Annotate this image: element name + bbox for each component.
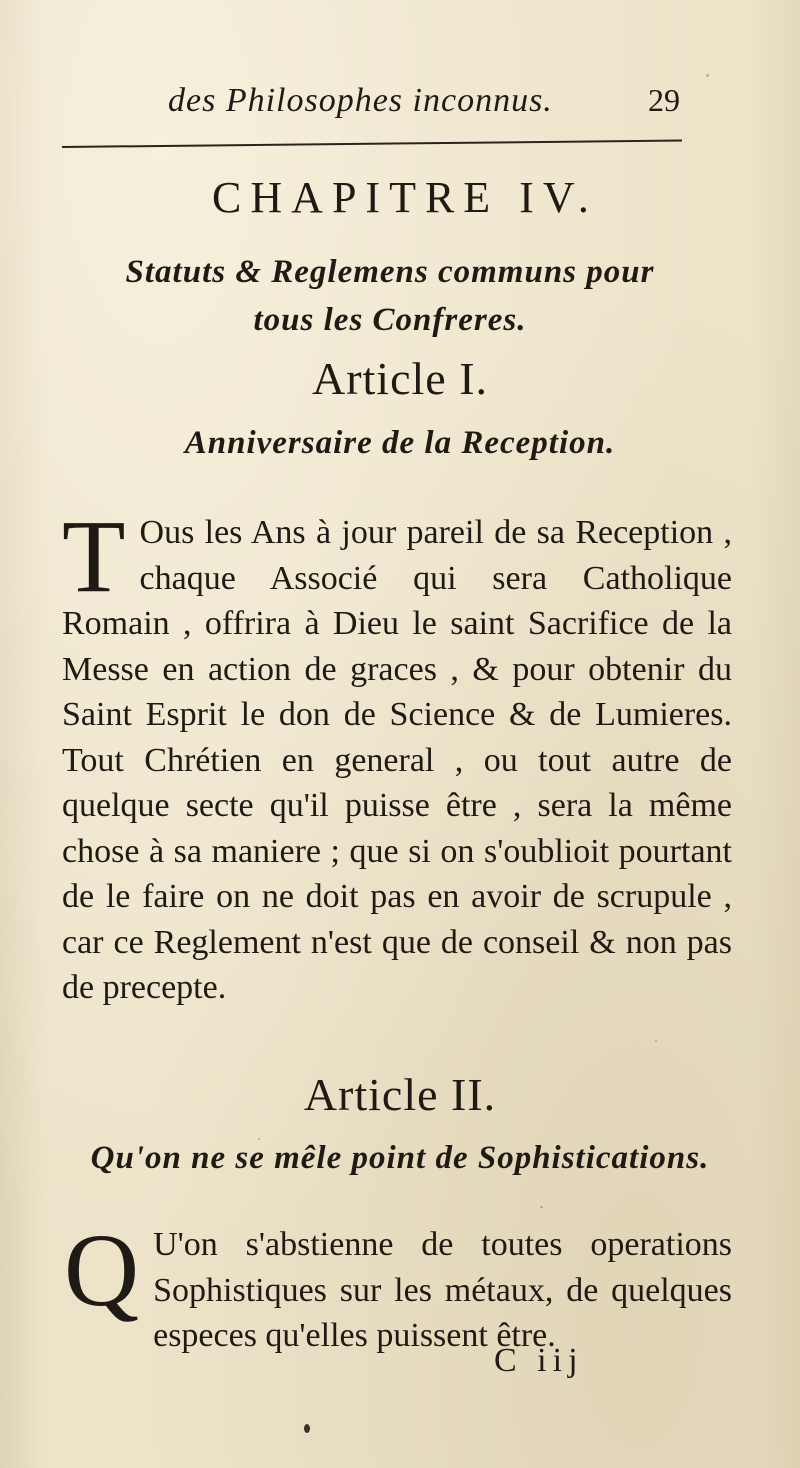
- chapter-subtitle: [60, 248, 720, 344]
- header-rule: [62, 140, 682, 148]
- ink-dot: [304, 1424, 310, 1433]
- article-1-body: [62, 499, 732, 1011]
- page-number: 29: [648, 82, 680, 118]
- article-2-paragraph: [62, 1213, 732, 1359]
- drop-cap-t: T: [62, 499, 126, 614]
- chapter-subtitle-line-1: Statuts & Reglemens communs pour: [125, 254, 655, 290]
- drop-cap-q: Q: [64, 1213, 140, 1328]
- chapter-heading: CHAPITRE IV.: [212, 173, 598, 222]
- running-head: [0, 82, 800, 132]
- chapter-subtitle-line-2: tous les Confreres.: [253, 302, 527, 338]
- signature-mark: C iij: [494, 1342, 584, 1379]
- article-2-body: [62, 1213, 732, 1359]
- paper-speck: [258, 1138, 260, 1140]
- paper-speck: [655, 1040, 657, 1042]
- article-2-title: Article II.: [303, 1069, 497, 1120]
- paper-speck: [706, 74, 709, 77]
- article-1-subtitle: Anniversaire de la Reception.: [184, 425, 616, 461]
- article-1-text: Ous les Ans à jour pareil de sa Reception , chaque Associé qui sera Catholique Romain , offrira à Dieu le saint Sacrifice de la Messe en action de graces , & pour obtenir du Saint Esprit le don de Science & de Lumieres. Tout Chrétien en general , ou tout autre de quelque secte qu'il puisse être , sera la même chose à sa maniere ; que si on s'oublioit pourtant de le faire on ne doit pas en avoir de scrupule , car ce Reglement n'est que de conseil & non pas de precepte.: [62, 514, 732, 1006]
- running-title: des Philosophes inconnus.: [168, 82, 553, 119]
- paper-speck: [540, 1206, 543, 1208]
- article-1-title: Article I.: [311, 353, 489, 404]
- article-1-paragraph: [62, 499, 732, 1011]
- article-2-text: U'on s'abstienne de toutes operations Sophistiques sur les métaux, de quelques especes qu'elles puissent être.: [153, 1226, 732, 1354]
- article-2-subtitle: Qu'on ne se mêle point de Sophistications.: [90, 1140, 710, 1176]
